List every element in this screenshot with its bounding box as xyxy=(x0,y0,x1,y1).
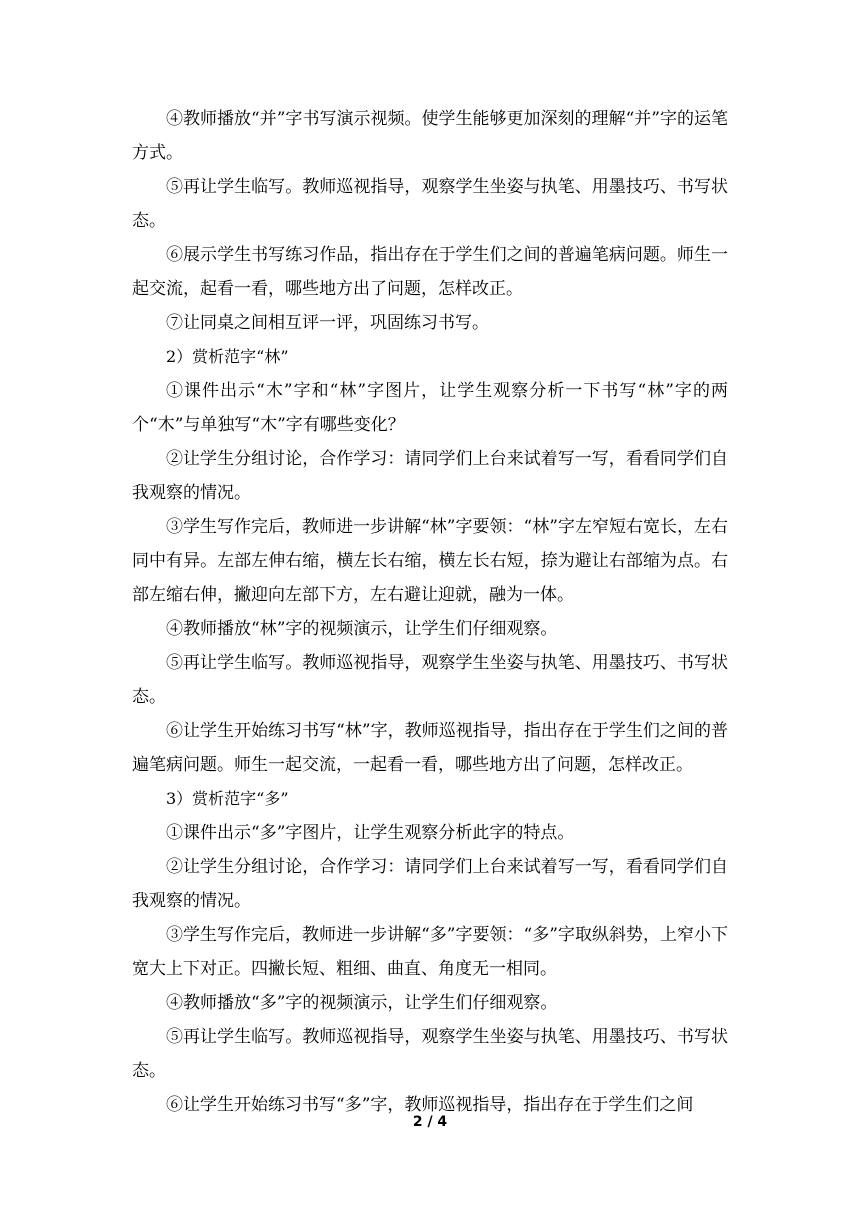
paragraph: ⑤再让学生临写。教师巡视指导，观察学生坐姿与执笔、用墨技巧、书写状态。 xyxy=(132,1027,728,1081)
paragraph: ⑦让同桌之间相互评一评，巩固练习书写。 xyxy=(166,313,489,333)
paragraph: ②让学生分组讨论，合作学习：请同学们上台来试着写一写，看看同学们自我观察的情况。 xyxy=(132,857,728,911)
paragraph: ④教师播放“并”字书写演示视频。使学生能够更加深刻的理解“并”字的运笔方式。 xyxy=(132,109,728,163)
paragraph: ①课件出示“木”字和“林”字图片，让学生观察分析一下书写“林”字的两个“木”与单独写“木”字有哪些变化？ xyxy=(132,381,728,435)
paragraph: ①课件出示“多”字图片，让学生观察分析此字的特点。 xyxy=(166,823,575,843)
paragraph: ⑥让学生开始练习书写“林”字，教师巡视指导，指出存在于学生们之间的普遍笔病问题。师生一起交流，一起看一看，哪些地方出了问题，怎样改正。 xyxy=(132,721,728,775)
paragraph: ⑥展示学生书写练习作品，指出存在于学生们之间的普遍笔病问题。师生一起交流，起看一看，哪些地方出了问题，怎样改正。 xyxy=(132,245,728,299)
paragraph: ③学生写作完后，教师进一步讲解“林”字要领：“林”字左窄短右宽长，左右同中有异。左部左伸右缩，横左长右缩，横左长右短，捺为避让右部缩为点。右部左缩右伸，撇迎向左部下方，左右避让迎就，融为一体。 xyxy=(132,517,728,605)
paragraph: ④教师播放“林”字的视频演示，让学生们仔细观察。 xyxy=(166,619,558,639)
paragraph: ④教师播放“多”字的视频演示，让学生们仔细观察。 xyxy=(166,993,558,1013)
paragraph: ②让学生分组讨论，合作学习：请同学们上台来试着写一写，看看同学们自我观察的情况。 xyxy=(132,449,728,503)
document-body xyxy=(132,102,728,1122)
section-heading: 3）赏析范字“多” xyxy=(166,789,289,808)
paragraph: ③学生写作完后，教师进一步讲解“多”字要领：“多”字取纵斜势，上窄小下宽大上下对正。四撇长短、粗细、曲直、角度无一相同。 xyxy=(132,925,728,979)
paragraph: ⑤再让学生临写。教师巡视指导，观察学生坐姿与执笔、用墨技巧、书写状态。 xyxy=(132,177,728,231)
section-heading: 2）赏析范字“林” xyxy=(166,347,289,366)
paragraph: ⑤再让学生临写。教师巡视指导，观察学生坐姿与执笔、用墨技巧、书写状态。 xyxy=(132,653,728,707)
page-number: 2 / 4 xyxy=(412,1114,448,1130)
paragraph: ⑥让学生开始练习书写“多”字，教师巡视指导，指出存在于学生们之间 xyxy=(166,1095,694,1115)
